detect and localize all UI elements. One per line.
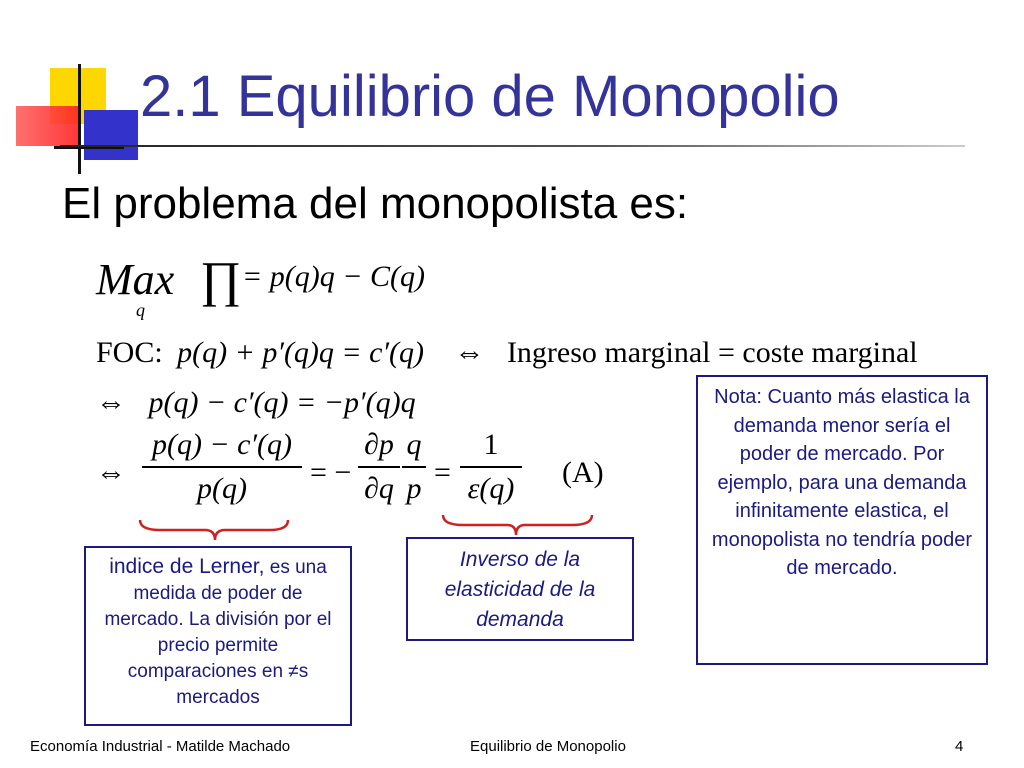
inverse-elasticity-note: Inverso de la elasticidad de la demanda [406,537,634,641]
frac3-numerator: q [406,428,422,461]
slide-title: 2.1 Equilibrio de Monopolio [140,64,840,129]
elasticity-note: Nota: Cuanto más elastica la demanda menor sería el poder de mercado. Por ejemplo, para una demanda infinitamente elastica, el monopolista no tendría poder de mercado. [696,375,988,665]
frac4-denominator: ε(q) [467,472,515,505]
equals-sign: = [434,456,451,489]
footer-author: Economía Industrial - Matilde Machado [30,738,291,755]
frac1-denominator: p(q) [197,472,247,505]
frac1-numerator: p(q) − c′(q) [151,428,293,461]
frac4-numerator: 1 [483,428,499,461]
lerner-title: indice de Lerner, [109,555,265,578]
brace-inverse [443,515,592,535]
brace-lerner [140,520,288,540]
frac2-denominator: ∂q [364,472,394,505]
footer-topic: Equilibrio de Monopolio [470,738,626,755]
max-word: Max [96,255,175,304]
iff-symbol: ⇔ [454,336,485,369]
equation-label-A: (A) [562,456,604,489]
max-subscript: q [136,300,145,320]
iff-symbol: ⇔ [96,386,126,419]
foc-label: FOC: [96,336,163,369]
foc-lhs: p(q) + p′(q)q = c′(q) [177,336,425,369]
max-rhs: = p(q)q − C(q) [242,260,425,293]
line3-expr: p(q) − c′(q) = −p′(q)q [148,386,416,419]
foc-text: Ingreso marginal = coste marginal [506,336,918,369]
lerner-text: es una medida de poder de mercado. La división por el precio permite comparaciones en ≠s mercados [104,557,332,708]
subtitle: El problema del monopolista es: [62,179,689,228]
lerner-note [84,546,352,726]
product-symbol: ∏ [200,251,242,307]
frac3-denominator: p [406,472,422,505]
equals-minus: = − [310,456,352,489]
footer-page-number: 4 [955,738,964,755]
iff-symbol: ⇔ [96,456,126,489]
frac2-numerator: ∂p [364,428,394,461]
